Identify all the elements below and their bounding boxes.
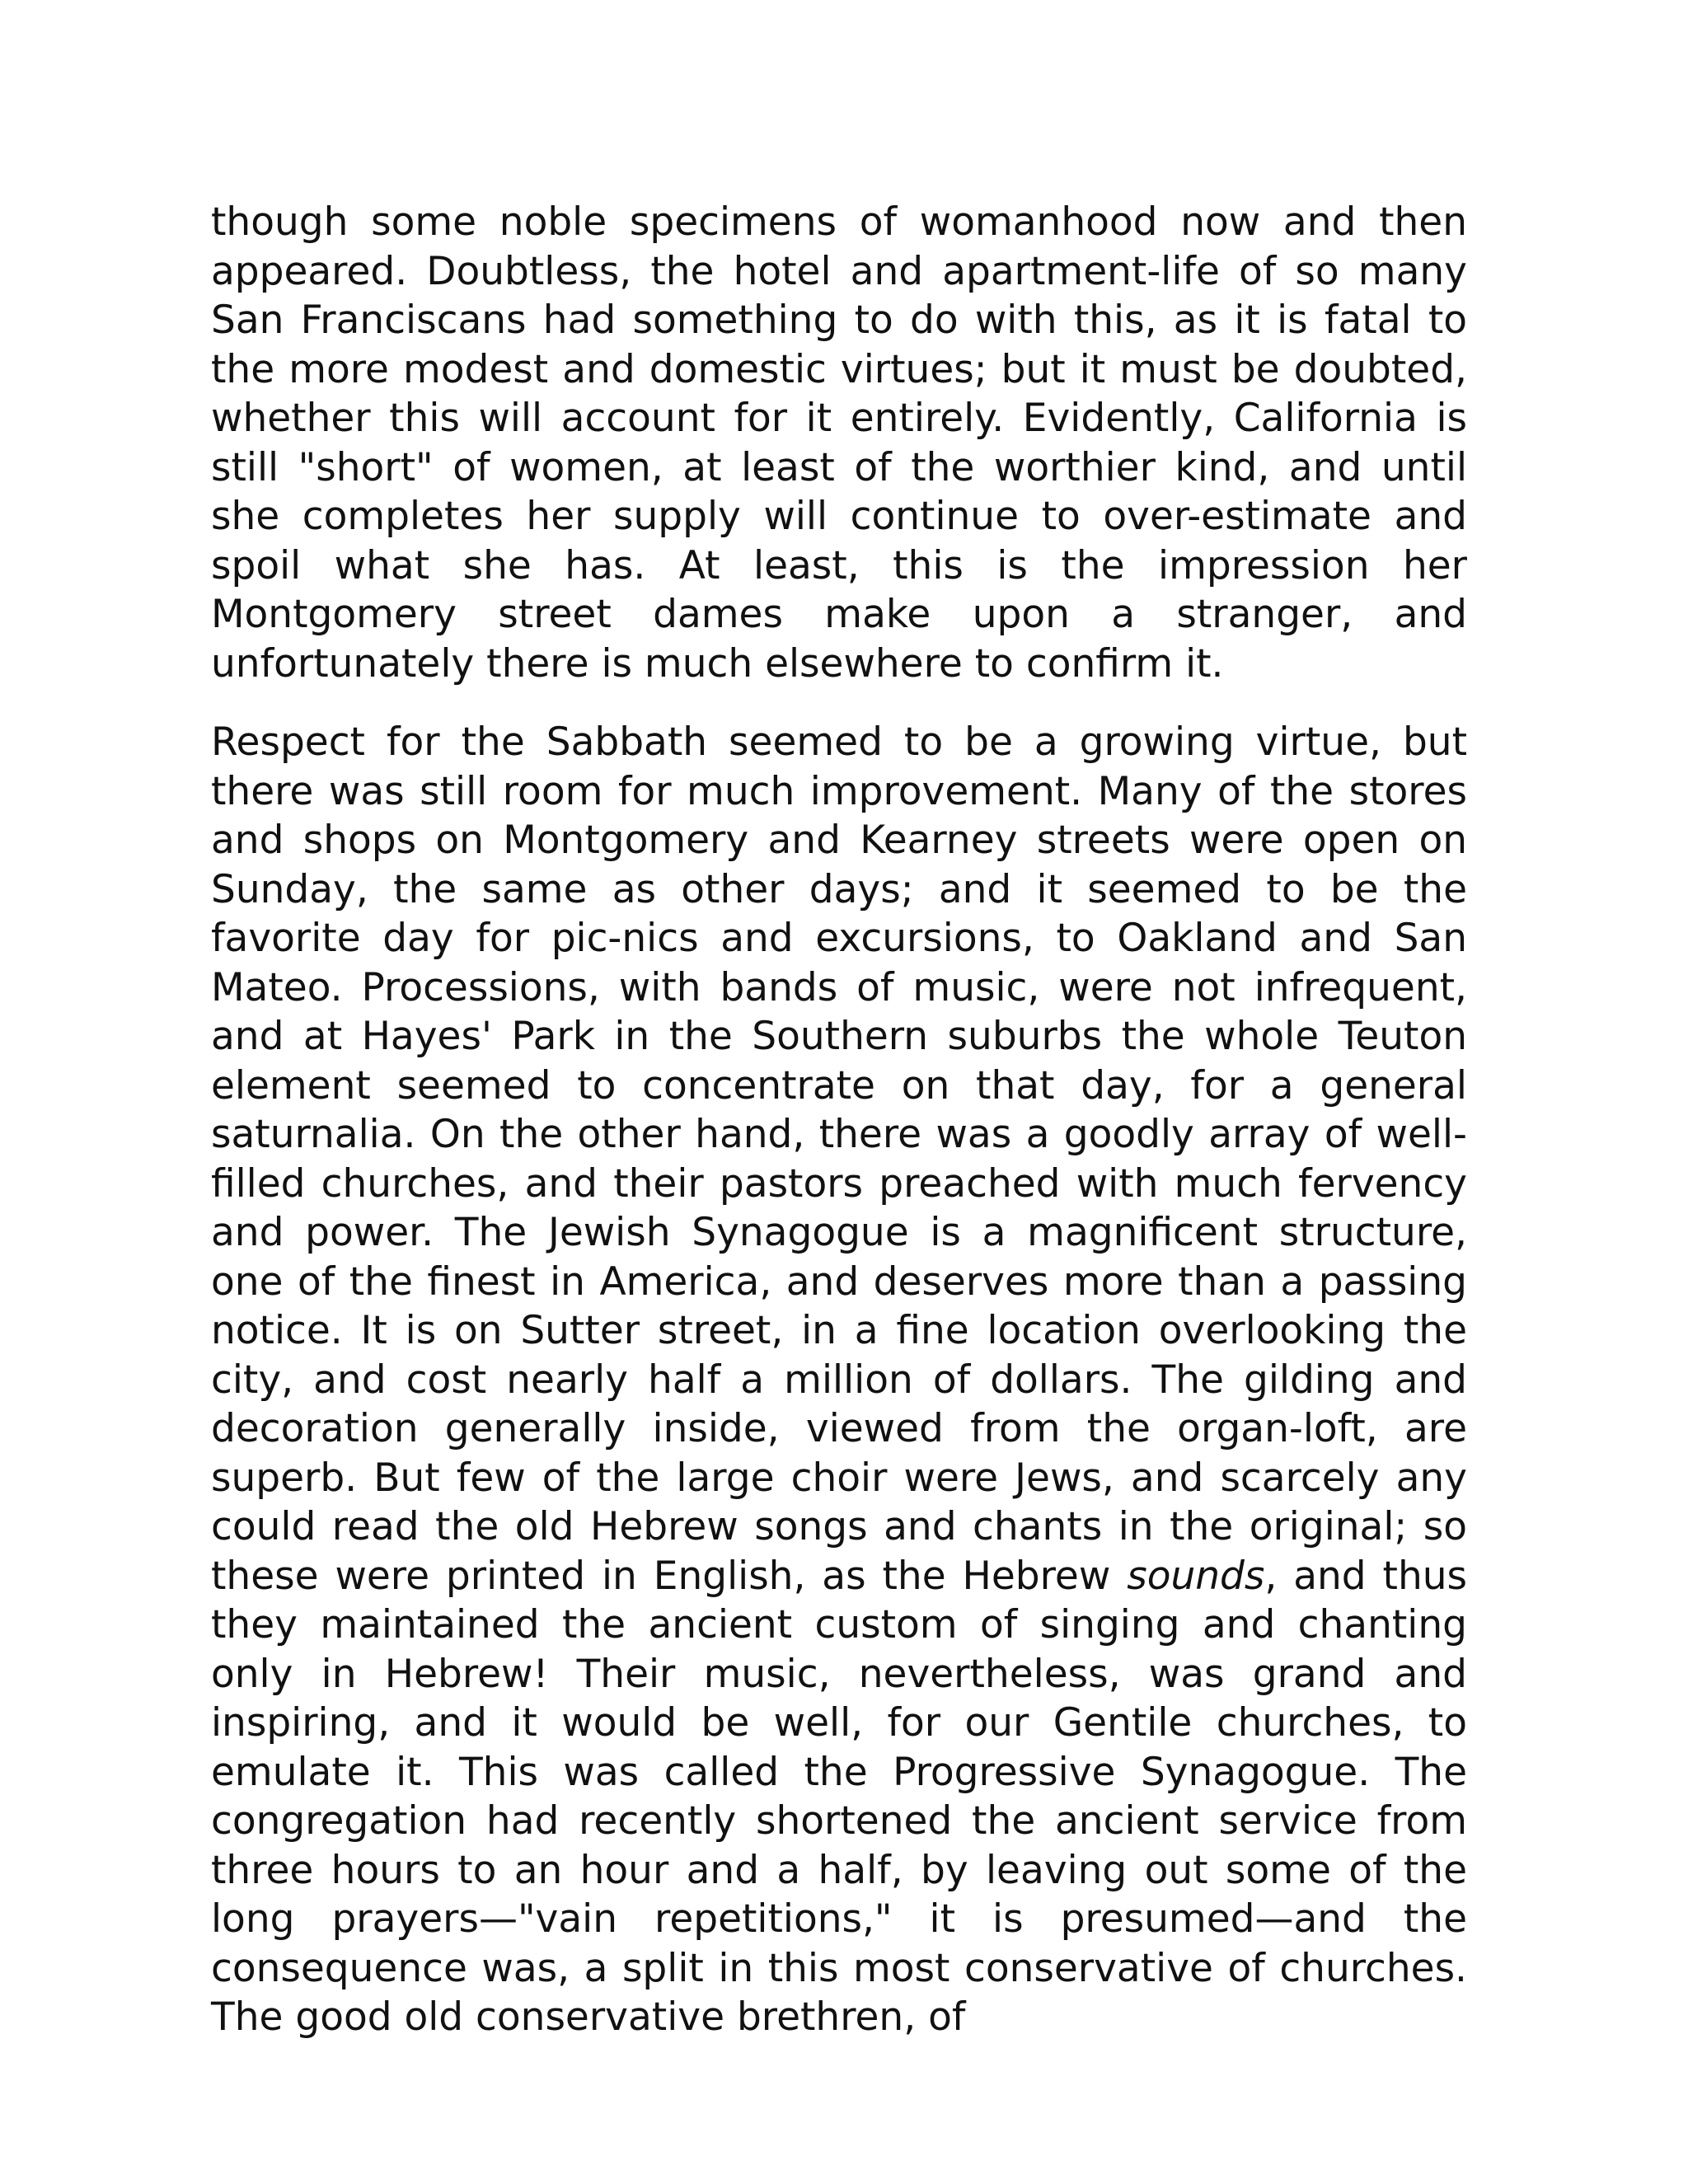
paragraph-1-text: though some noble specimens of womanhood now and then appeared. Doubtless, the hotel and apartment-life of so many San Franciscans had something to do with this, as it is fatal to the more modest and domestic virtues; but it must be doubted, whether this will account for it entirely. Evidently, California is still "short" of women, at least of the worthier kind, and until she completes her supply will continue to over-estimate and spoil what she has. At least, this is the impression her Montgomery street dames make upon a stranger, and unfortunately there is much elsewhere to confirm it. xyxy=(211,199,1467,687)
paragraph-2-text-end: , and thus they maintained the ancient custom of singing and chanting only in Hebrew! Their music, nevertheless, was grand and inspiring, and it would be well, for our Gentile churches, to emulate it. This was called the Progressive Synagogue. The congregation had recently shortened the ancient service from three hours to an hour and a half, by leaving out some of the long prayers—"vain repetitions," it is presumed—and the consequence was, a split in this most conservative of churches. The good old conservative brethren, of xyxy=(211,1553,1468,2040)
paragraph-1 xyxy=(211,198,1467,688)
paragraph-2-text-start: Respect for the Sabbath seemed to be a growing virtue, but there was still room for much improvement. Many of the stores and shops on Montgomery and Kearney streets were open on Sunday, the same as other days; and it seemed to be the favorite day for pic-nics and excursions, to Oakland and San Mateo. Processions, with bands of music, were not infrequent, and at Hayes' Park in the Southern suburbs the whole Teuton element seemed to concentrate on that day, for a general saturnalia. On the other hand, there was a goodly array of well-filled churches, and their pastors preached with much fervency and power. The Jewish Synagogue is a magnificent structure, one of the finest in America, and deserves more than a passing notice. It is on Sutter street, in a fine location overlooking the city, and cost nearly half a million of dollars. The gilding and decoration generally inside, viewed from the organ-loft, are superb. But few of the large choir were Jews, and scarcely any could read the old Hebrew songs and chants in the original; so these were printed in English, as the Hebrew xyxy=(211,719,1467,1599)
emphasized-word: sounds xyxy=(1127,1553,1265,1599)
paragraph-2 xyxy=(211,718,1467,2042)
body-text xyxy=(211,198,1467,2042)
